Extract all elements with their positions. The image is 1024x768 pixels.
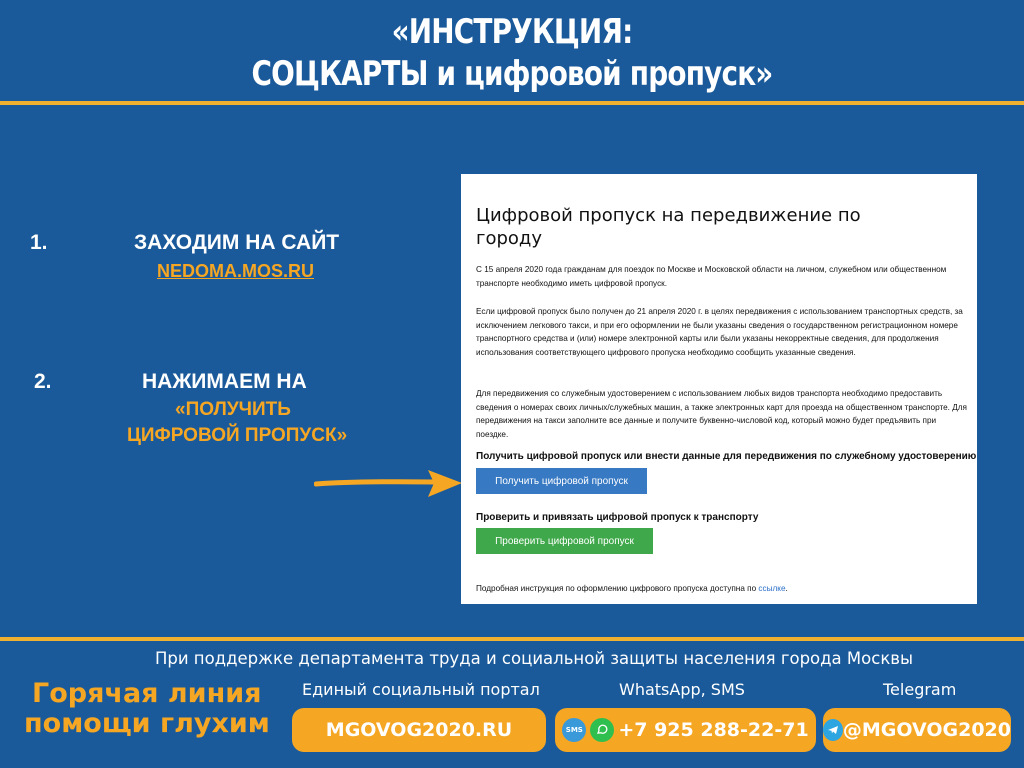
portal-pill[interactable] xyxy=(292,708,546,752)
screenshot-footer-text xyxy=(476,582,968,596)
screenshot-para-2: Если цифровой пропуск было получен до 21 апреля 2020 г. в целях передвижения с использованием транспортных средств, за исключением легкового такси, и при его оформлении не были указаны сведения о государственном регистрационном номере транспортного средства и (или) номере электронной карты или были указаны некорректные сведения, для продолжения использования соответствующего цифрового пропуска необходимо сообщить указанные сведения. xyxy=(476,307,963,357)
website-screenshot xyxy=(461,174,977,604)
screenshot-footer-prefix: Подробная инструкция по оформлению цифрового пропуска доступна по xyxy=(476,584,759,593)
screenshot-footer-end: . xyxy=(785,584,788,593)
screenshot-heading: Цифровой пропуск на передвижение по городу xyxy=(476,205,861,249)
screenshot-para-3: Для передвижения со служебным удостоверением с использованием любых видов транспорта необходимо предоставить сведения о номерах своих личных/служебных машин, а также электронных карт для проезда на общественном транспорте. Для передвижения на такси заполните все данные и получите буквенно-числовой код, который можно будет предъявить при поездке. xyxy=(476,389,967,439)
step-2-number: 2. xyxy=(34,370,52,393)
step-2-highlight-line-1: «ПОЛУЧИТЬ xyxy=(175,399,291,420)
arrow-right-icon xyxy=(314,469,464,499)
portal-url: MGOVOG2020.RU xyxy=(325,719,513,741)
phone-pill[interactable] xyxy=(555,708,816,752)
bottom-divider xyxy=(0,637,1024,641)
step-2-label: НАЖИМАЕМ НА xyxy=(142,370,307,393)
step-1-number: 1. xyxy=(30,231,48,254)
whatsapp-label: WhatsApp, SMS xyxy=(619,680,745,699)
support-text: При поддержке департамента труда и социальной защиты населения города Москвы xyxy=(154,649,914,668)
hotline-line-2: помощи глухим xyxy=(24,708,270,739)
screenshot-section-get: Получить цифровой пропуск или внести данные для передвижения по служебному удостоверению xyxy=(476,451,977,462)
phone-number: +7 925 288-22-71 xyxy=(618,719,809,741)
step-2-highlight-line-2: ЦИФРОВОЙ ПРОПУСК» xyxy=(127,425,348,446)
sms-icon xyxy=(562,718,586,742)
portal-label: Единый социальный портал xyxy=(302,680,540,699)
telegram-icon xyxy=(823,719,843,741)
telegram-label: Telegram xyxy=(883,680,957,699)
screenshot-para-1: С 15 апреля 2020 года гражданам для поездок по Москве и Московской области на личном, служебном или общественном транспорте необходимо иметь цифровой пропуск. xyxy=(476,265,947,288)
title-line-1: «ИНСТРУКЦИЯ: xyxy=(391,12,633,52)
instruction-link[interactable]: ссылке xyxy=(758,584,786,593)
check-pass-button[interactable]: Проверить цифровой пропуск xyxy=(476,528,653,554)
top-divider xyxy=(0,101,1024,105)
screenshot-section-check: Проверить и привязать цифровой пропуск к транспорту xyxy=(476,512,759,523)
step-1-site-link[interactable]: NEDOMA.MOS.RU xyxy=(157,261,314,281)
title-line-2: СОЦКАРТЫ и цифровой пропуск» xyxy=(251,54,773,94)
telegram-handle: @MGOVOG2020 xyxy=(842,719,1011,741)
hotline-line-1: Горячая линия xyxy=(32,678,262,709)
get-pass-button[interactable]: Получить цифровой пропуск xyxy=(476,468,647,494)
step-1-label: ЗАХОДИМ НА САЙТ xyxy=(134,231,340,254)
whatsapp-icon xyxy=(590,718,614,742)
sms-icon-text: SMS xyxy=(565,726,583,734)
telegram-pill[interactable] xyxy=(823,708,1011,752)
